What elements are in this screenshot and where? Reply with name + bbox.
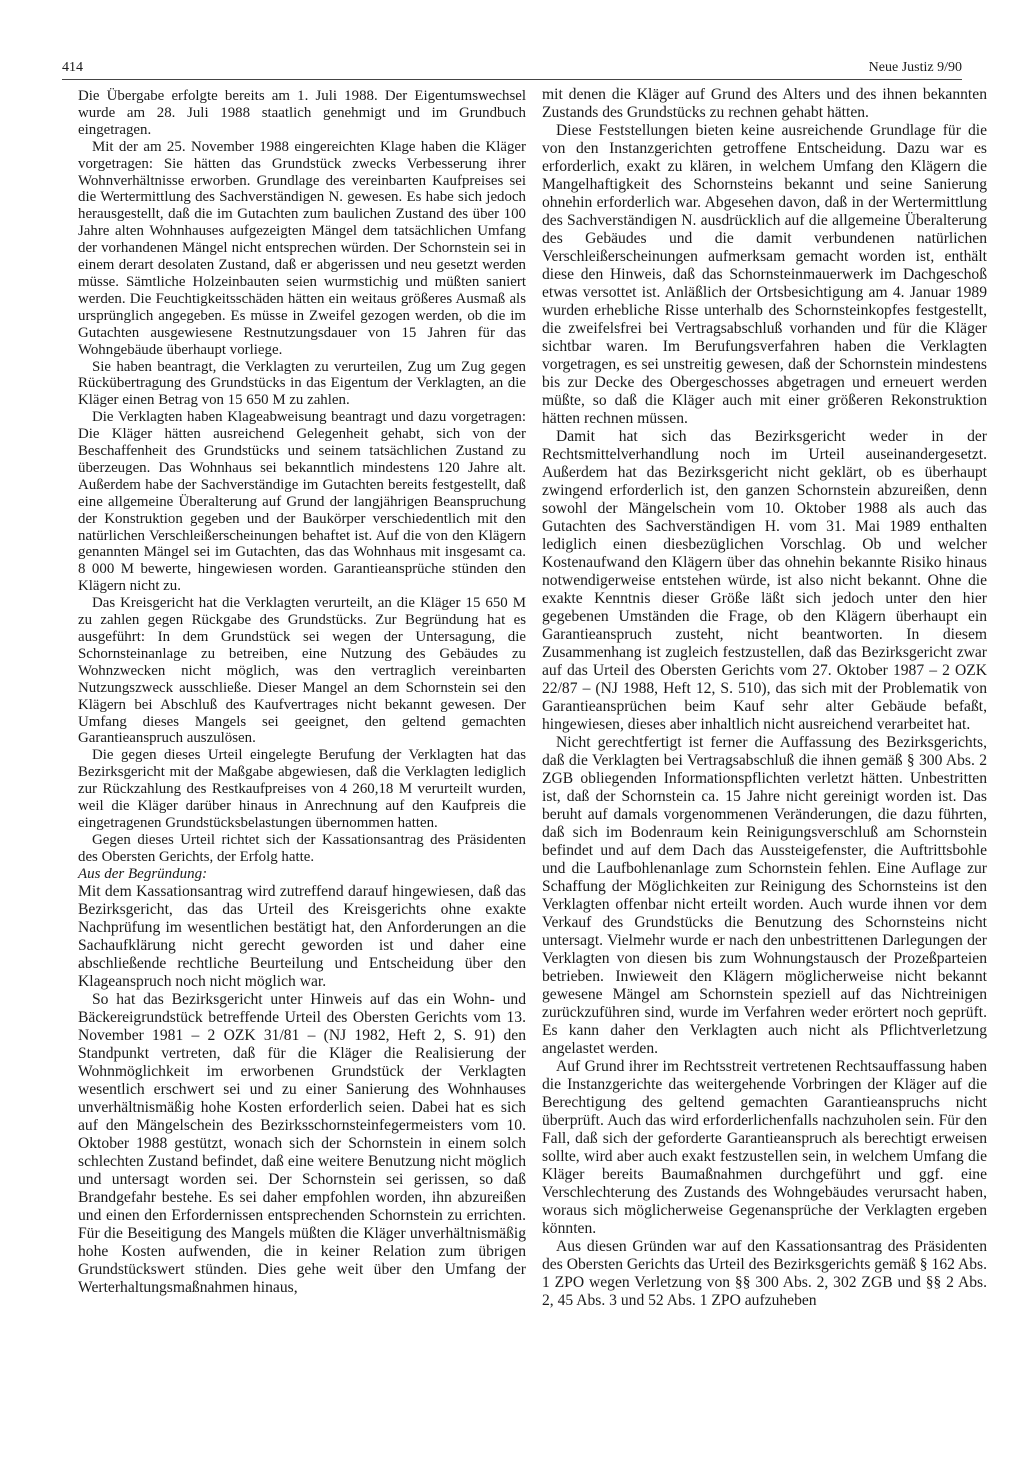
paragraph: Mit der am 25. November 1988 eingereichten Klage haben die Kläger vorgetragen: Sie hätten das Grundstück zwecks Verbesserung ihrer Wohnverhältnisse erworben. Grundlage des vereinbarten Kaufpreises sei die Wertermittlung des Sachverständigen N. gewesen. Es habe sich jedoch herausgestellt, daß die im Gutachten zum baulichen Zustand des über 100 Jahre alten Wohnhauses aufgezeigten Mängel dem tatsächlichen Umfang der vorhandenen Mängel nicht entsprechen würden. Der Schornstein sei in einem derart desolaten Zustand, daß er abgerissen und neu gesetzt werden müsse. Sämtliche Holzeinbauten seien wurmstichig und müßten saniert werden. Die Feuchtigkeitsschäden hätten ein weitaus größeres Ausmaß als ursprünglich angegeben. Es müsse in Zweifel gezogen werden, ob die im Gutachten ausgewiesene Restnutzungsdauer von 15 Jahren für das Wohngebäude überhaupt vorliege. (78, 138, 526, 358)
paragraph: So hat das Bezirksgericht unter Hinweis auf das ein Wohn- und Bäckereigrundstück betreffende Urteil des Obersten Gerichts vom 13. November 1981 – 2 OZK 31/81 – (NJ 1982, Heft 2, S. 91) den Standpunkt vertreten, daß für die Kläger die Realisierung der Wohnmöglichkeit im erworbenen Grundstück der Verklagten wesentlich erschwert sei und zu einer Sanierung des Wohnhauses unverhältnismäßig hohe Kosten erforderlich seien. Dabei hat es sich auf den Mängelschein des Bezirksschornsteinfegermeisters vom 10. Oktober 1988 gestützt, wonach sich der Schornstein in einem solch schlechten Zustand befindet, daß eine weitere Benutzung nicht möglich und untersagt worden sei. Der Schornstein sei gerissen, so daß Brandgefahr bestehe. Es sei daher empfohlen worden, ihn abzureißen und einen den Erfordernissen entsprechenden Schornstein zu errichten. Für die Beseitigung des Mangels müßten die Kläger unverhältnismäßig hohe Kosten aufwenden, die in keiner Relation zum übrigen Grundstückswert stünden. Dies gehe weit über den Umfang der Werterhaltungsmaßnahmen hinaus, (78, 990, 526, 1296)
paragraph: Die Übergabe erfolgte bereits am 1. Juli 1988. Der Eigentumswechsel wurde am 28. Juli 1988 staatlich genehmigt und im Grundbuch eingetragen. (78, 88, 526, 138)
left-column (78, 88, 526, 1297)
section-heading: Aus der Begründung: (78, 865, 208, 882)
right-column (542, 86, 987, 1310)
paragraph: Nicht gerechtfertigt ist ferner die Auffassung des Bezirksgerichts, daß die Verklagten bei Vertragsabschluß die ihnen gemäß § 300 Abs. 2 ZGB obliegenden Informationspflichten verletzt hätten. Unbestritten ist, daß der Schornstein ca. 15 Jahre nicht gereinigt worden ist. Das beruht auf damals vorgenommenen Veränderungen, die dazu führten, daß sich im Bodenraum kein Reinigungsverschluß am Schornstein befindet und auf dem Dach das Aussteigefenster, die Auftrittsbohle und die Laufbohlenanlage zum Schornstein fehlen. Eine Auflage zur Schaffung der Möglichkeiten zur Reinigung des Schornsteins ist den Verklagten offenbar nicht erteilt worden. Auch wurde ihnen vor dem Verkauf des Grundstücks die Benutzung des Schornsteins nicht untersagt. Vielmehr wurde er nach den unbestrittenen Darlegungen der Verklagten von diesen bis zum Wohnungstausch der Prozeßparteien betrieben. Inwieweit den Klägern möglicherweise nicht bekannt gewesene Mängel am Schornstein speziell auf das Nichtreinigen zurückzuführen sind, wurde im Verfahren weder erörtert noch geprüft. Es kann daher den Verklagten auch nicht als Pflichtverletzung angelastet werden. (542, 734, 987, 1057)
paragraph: Mit dem Kassationsantrag wird zutreffend darauf hingewiesen, daß das Bezirksgericht, das das Urteil des Kreisgerichts ohne exakte Nachprüfung im wesentlichen bestätigt hat, den Anforderungen an die Sachaufklärung nicht gerecht geworden ist und daher eine abschließende rechtliche Beurteilung und Entscheidung über den Klageanspruch noch nicht möglich war. (78, 882, 526, 990)
paragraph: Diese Feststellungen bieten keine ausreichende Grundlage für die von den Instanzgerichten getroffene Entscheidung. Dazu war es erforderlich, exakt zu klären, in welchem Umfang den Klägern die Mangelhaftigkeit des Schornsteins bekannt und seine Sanierung ohnehin erforderlich war. Abgesehen davon, daß in der Wertermittlung des Sachverständigen N. ausdrücklich auf die allgemeine Überalterung des Gebäudes und die damit verbundenen natürlichen Verschleißerscheinungen aufmerksam gemacht worden ist, enthält diese den Hinweis, daß das Schornsteinmauerwerk im Dachgeschoß etwas versottet ist. Anläßlich der Ortsbesichtigung am 4. Januar 1989 wurden erhebliche Risse unterhalb des Schornsteinkopfes festgestellt, die zweifelsfrei bei Vertragsabschluß vorhanden und für die Kläger sichtbar waren. Im Berufungsverfahren haben die Verklagten vorgetragen, es sei unstreitig gewesen, daß der Schornstein mindestens bis zur Decke des Obergeschosses abgetragen und erneuert werden müßte, so daß die Kläger auch mit einer größeren Rekonstruktion hätten rechnen müssen. (542, 122, 987, 427)
paragraph: Auf Grund ihrer im Rechtsstreit vertretenen Rechtsauffassung haben die Instanzgerichte das weitergehende Vorbringen der Kläger auf die Berechtigung des geltend gemachten Garantieanspruchs nicht überprüft. Auch das wird erforderlichenfalls nachzuholen sein. Für den Fall, daß sich der geforderte Garantieanspruch als berechtigt erweisen sollte, wird aber auch exakt festzustellen sein, in welchem Umfang die Kläger bereits Baumaßnahmen durchgeführt und ggf. eine Verschlechterung des Zustands des Wohngebäudes verursacht haben, woraus sich möglicherweise Gegenansprüche der Verklagten ergeben könnten. (542, 1058, 987, 1237)
paragraph: Aus diesen Gründen war auf den Kassationsantrag des Präsidenten des Obersten Gerichts das Urteil des Bezirksgerichts gemäß § 162 Abs. 1 ZPO wegen Verletzung von §§ 300 Abs. 2, 302 ZGB und §§ 2 Abs. 2, 45 Abs. 3 und 52 Abs. 1 ZPO aufzuheben (542, 1238, 987, 1309)
paragraph: mit denen die Kläger auf Grund des Alters und des ihnen bekannten Zustands des Grundstücks zu rechnen gehabt hätten. (542, 86, 987, 121)
paragraph: Sie haben beantragt, die Verklagten zu verurteilen, Zug um Zug gegen Rückübertragung des Grundstücks in das Eigentum der Verklagten, an die Kläger einen Betrag von 15 650 M zu zahlen. (78, 358, 526, 409)
paragraph: Damit hat sich das Bezirksgericht weder in der Rechtsmittelverhandlung noch im Urteil auseinandergesetzt. Außerdem hat das Bezirksgericht nicht geklärt, ob es überhaupt zwingend erforderlich ist, den ganzen Schornstein abzureißen, denn sowohl der Mängelschein vom 10. Oktober 1988 als auch das Gutachten des Sachverständigen H. vom 31. Mai 1989 enthalten lediglich einen diesbezüglichen Vorschlag. Ob und welcher Kostenaufwand den Klägern über das ohnehin bekannte Risiko hinaus notwendigerweise entstehen würde, ist also nicht bekannt. Ohne die exakte Kenntnis dieser Größe läßt sich jedoch unter den hier gegebenen Umständen die Frage, ob den Klägern überhaupt ein Garantieanspruch zusteht, nicht beantworten. In diesem Zusammenhang ist zugleich festzustellen, daß das Bezirksgericht zwar auf das Urteil des Obersten Gerichts vom 27. Oktober 1987 – 2 OZK 22/87 – (NJ 1988, Heft 12, S. 510), das sich mit der Problematik von Garantieansprüchen beim Kauf sehr alter Gebäude befaßt, hingewiesen, dieses aber inhaltlich nicht ausreichend verarbeitet hat. (542, 428, 987, 733)
page-number: 414 (62, 60, 83, 75)
paragraph: Die gegen dieses Urteil eingelegte Berufung der Verklagten hat das Bezirksgericht mit der Maßgabe abgewiesen, daß die Verklagten lediglich zur Rückzahlung des Restkaufpreises von 4 260,18 M verurteilt wurden, weil die Kläger darüber hinaus in Anrechnung auf den Kaufpreis die eingetragenen Grundstücksbelastungen übernommen hatten. (78, 747, 526, 831)
paragraph: Das Kreisgericht hat die Verklagten verurteilt, an die Kläger 15 650 M zu zahlen gegen Rückgabe des Grundstücks. Zur Begründung hat es ausgeführt: In dem Grundstück sei wegen der Untersagung, die Schornsteinanlage zu betreiben, eine Nutzung des Gebäudes zu Wohnzwecken nicht möglich, was den vertraglich vereinbarten Nutzungszweck ausschließe. Dieser Mangel an dem Schornstein sei den Klägern bei Abschluß des Kaufvertrages nicht bekannt gewesen. Der Umfang dieses Mangels sei geeignet, den geltend gemachten Garantieanspruch auszulösen. (78, 595, 526, 747)
journal-issue: Neue Justiz 9/90 (868, 60, 962, 75)
page-header (62, 57, 962, 80)
paragraph: Gegen dieses Urteil richtet sich der Kassationsantrag des Präsidenten des Obersten Gerichts, der Erfolg hatte. (78, 831, 526, 865)
paragraph: Die Verklagten haben Klageabweisung beantragt und dazu vorgetragen: Die Kläger hätten ausreichend Gelegenheit gehabt, sich von der Beschaffenheit des Grundstücks und seinem tatsächlichen Zustand zu überzeugen. Das Wohnhaus sei bekanntlich mindestens 120 Jahre alt. Außerdem habe der Sachverständige im Gutachten bereits festgestellt, daß eine allgemeine Überalterung auf Grund der langjährigen Beanspruchung der Konstruktion gegeben und der Baukörper verschiedentlich mit den natürlichen Verschleißerscheinungen behaftet ist. Auf die von den Klägern genannten Mängel sei im Gutachten, das das Wohnhaus mit insgesamt ca. 8 000 M bewerte, hingewiesen worden. Garantieansprüche stünden den Klägern nicht zu. (78, 409, 526, 595)
